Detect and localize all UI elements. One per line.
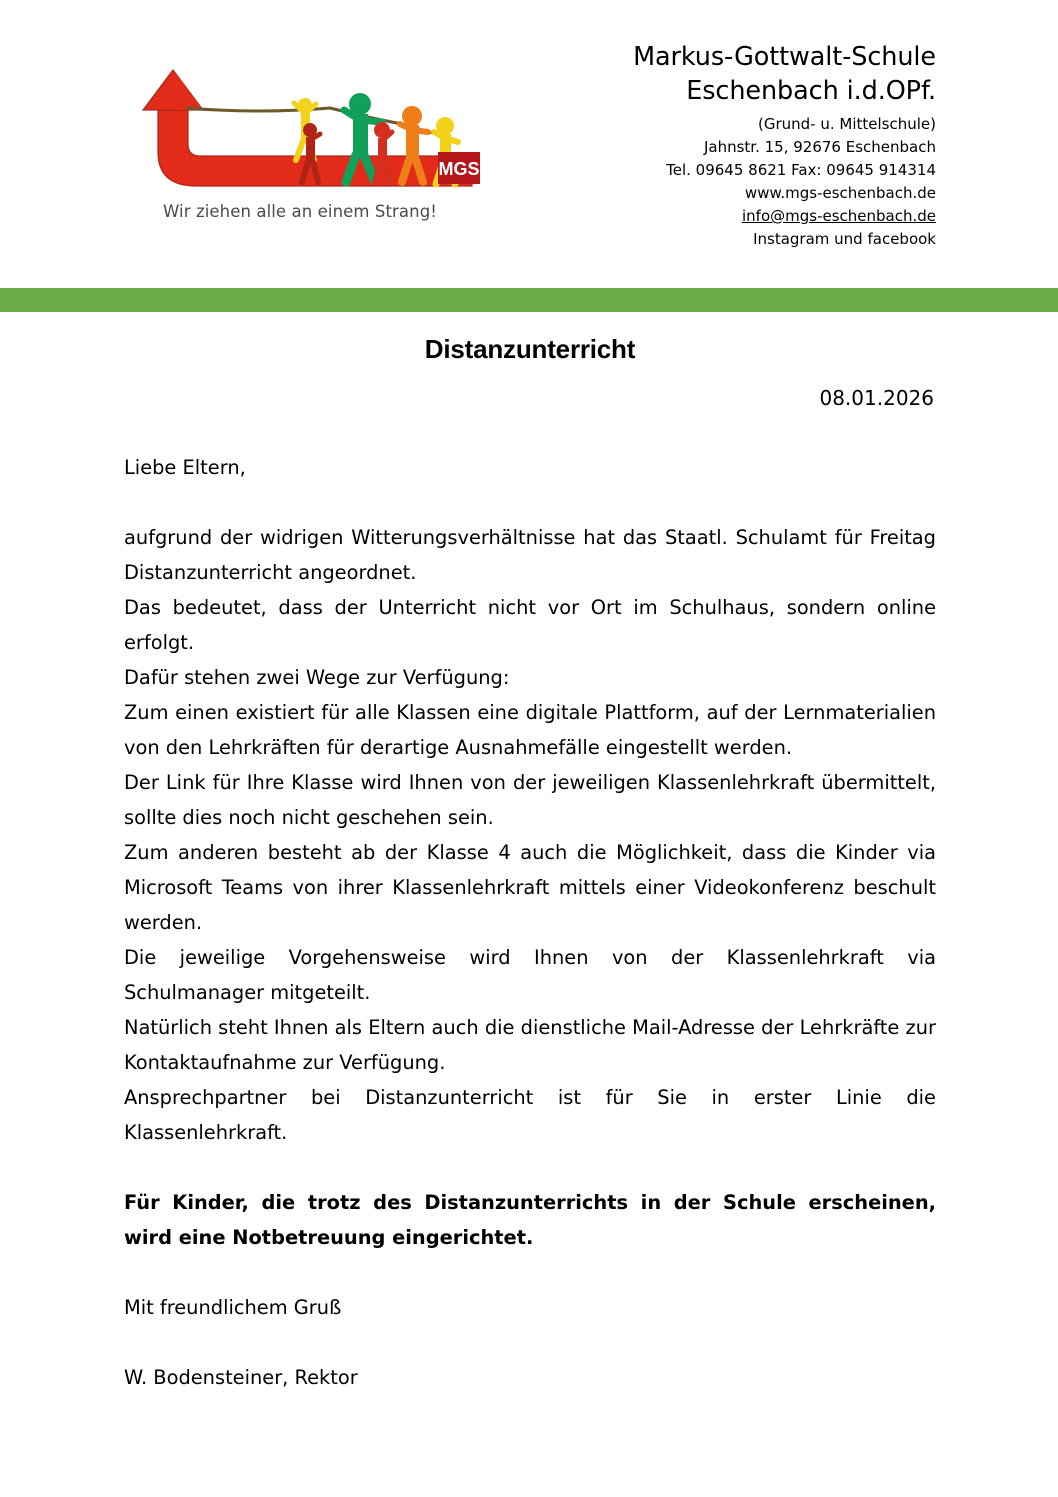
spacer-before-highlight [124,1150,936,1185]
school-email-link[interactable]: info@mgs-eschenbach.de [741,207,936,225]
letterhead [0,0,1058,288]
mgs-badge-text: MGS [438,159,480,179]
letter-body [124,450,936,1395]
school-social: Instagram und facebook [753,230,936,248]
school-name-line1: Markus-Gottwalt-Schule [633,42,936,72]
paragraph-2: Das bedeutet, dass der Unterricht nicht vor Ort im Schulhaus, sondern online erfolgt. [124,596,936,654]
paragraph-6: Zum anderen besteht ab der Klasse 4 auch die Möglichkeit, dass die Kinder via Microsoft Teams von ihrer Klassenlehrkraft mittels einer Videokonferenz beschult werden. [124,841,936,934]
spacer-before-signature [124,1325,936,1360]
logo-artwork [120,48,480,200]
page-title: Distanzunterricht [424,334,636,364]
school-type: (Grund- u. Mittelschule) [758,115,936,133]
salutation: Liebe Eltern, [124,456,246,479]
paragraph-8: Natürlich steht Ihnen als Eltern auch die dienstliche Mail-Adresse der Lehrkräfte zur Kontaktaufnahme zur Verfügung. [124,1016,936,1074]
logo-illustration-svg [120,48,480,200]
highlight-paragraph: Für Kinder, die trotz des Distanzunterrichts in der Schule erscheinen, wird eine Notbetreuung eingerichtet. [124,1191,936,1249]
closing-line: Mit freundlichem Gruß [124,1296,342,1319]
arrow-head-highlight [173,70,203,110]
spacer-before-closing [124,1255,936,1290]
paragraph-4: Zum einen existiert für alle Klassen eine digitale Plattform, auf der Lernmaterialien von den Lehrkräften für derartige Ausnahmefälle eingestellt werden. [124,701,936,759]
school-name-line2: Eschenbach i.d.OPf. [686,76,936,106]
paragraph-5: Der Link für Ihre Klasse wird Ihnen von der jeweiligen Klassenlehrkraft übermittelt, sollte dies noch nicht geschehen sein. [124,771,936,829]
paragraph-3: Dafür stehen zwei Wege zur Verfügung: [124,666,510,689]
spacer-after-salutation [124,485,936,520]
green-divider-bar [0,288,1058,312]
school-identity [520,40,1058,251]
letter-sheet [0,334,1058,1395]
signature-line: W. Bodensteiner, Rektor [124,1366,358,1389]
paragraph-1: aufgrund der widrigen Witterungsverhältnisse hat das Staatl. Schulamt für Freitag Distanzunterricht angeordnet. [124,526,936,584]
paragraph-7: Die jeweilige Vorgehensweise wird Ihnen von der Klassenlehrkraft via Schulmanager mitgeteilt. [124,946,936,1004]
school-address: Jahnstr. 15, 92676 Eschenbach [703,138,936,156]
logo-slogan: Wir ziehen alle an einem Strang! [162,202,437,221]
school-website[interactable]: www.mgs-eschenbach.de [744,184,936,202]
school-logo [0,40,520,221]
paragraph-9: Ansprechpartner bei Distanzunterricht ist für Sie in erster Linie die Klassenlehrkraft. [124,1086,936,1144]
letter-date: 08.01.2026 [819,386,934,410]
school-phone-fax: Tel. 09645 8621 Fax: 09645 914314 [666,161,936,179]
